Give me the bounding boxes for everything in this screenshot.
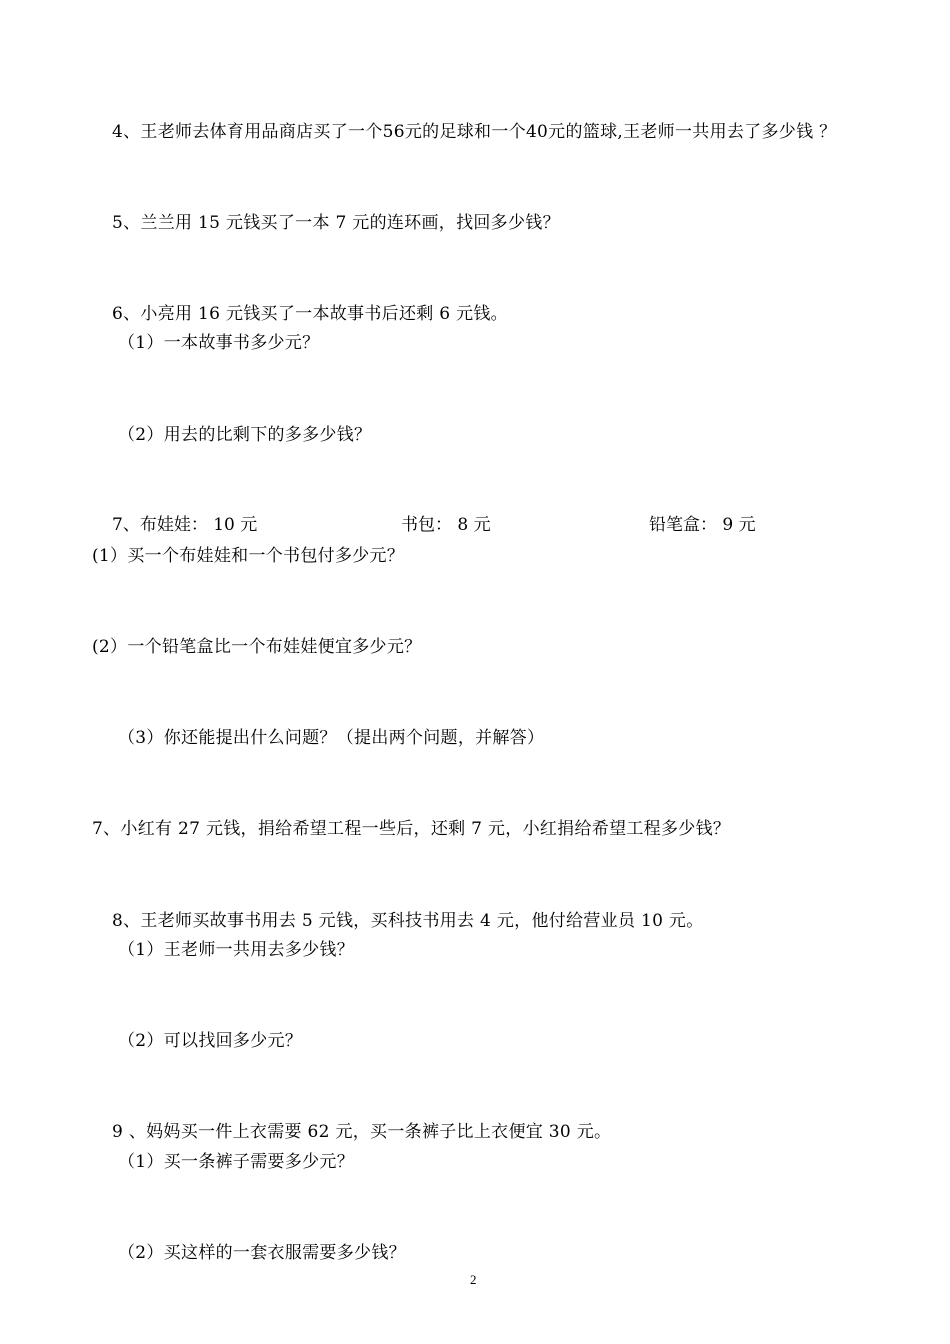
question-8-sub-2: （2）可以找回多少元？ [118, 1031, 303, 1051]
question-7-sub-1: (1）买一个布娃娃和一个书包付多少元？ [92, 546, 405, 566]
question-9-sub-1: （1）买一条裤子需要多少元？ [118, 1152, 355, 1172]
question-7b: 7、小红有 27 元钱，捐给希望工程一些后，还剩 7 元，小红捐给希望工程多少钱？ [92, 819, 731, 839]
question-5: 5、兰兰用 15 元钱买了一本 7 元的连环画，找回多少钱？ [112, 213, 560, 233]
question-6-sub-2: （2）用去的比剩下的多多少钱？ [118, 425, 372, 445]
question-7-item-doll: 7、布娃娃： 10 元 [112, 515, 258, 535]
question-9-stem: 9 、妈妈买一件上衣需要 62 元，买一条裤子比上衣便宜 30 元。 [112, 1122, 612, 1142]
question-8-stem: 8、王老师买故事书用去 5 元钱，买科技书用去 4 元，他付给营业员 10 元。 [112, 911, 704, 931]
question-7-item-bag: 书包： 8 元 [401, 515, 491, 535]
question-7-sub-3: （3）你还能提出什么问题？（提出两个问题，并解答） [118, 728, 545, 748]
page-number: 2 [470, 1272, 477, 1287]
question-7-sub-2: (2）一个铅笔盒比一个布娃娃便宜多少元？ [92, 637, 422, 657]
question-6-sub-1: （1）一本故事书多少元？ [118, 333, 320, 353]
question-7-item-pencil-box: 铅笔盒： 9 元 [649, 515, 756, 535]
question-4: 4、王老师去体育用品商店买了一个56元的足球和一个40元的篮球,王老师一共用去了多少钱 ？ [112, 122, 837, 142]
question-8-sub-1: （1）王老师一共用去多少钱？ [118, 940, 355, 960]
question-6-stem: 6、小亮用 16 元钱买了一本故事书后还剩 6 元钱。 [112, 304, 508, 324]
question-9-sub-2: （2）买这样的一套衣服需要多少钱？ [118, 1243, 406, 1263]
